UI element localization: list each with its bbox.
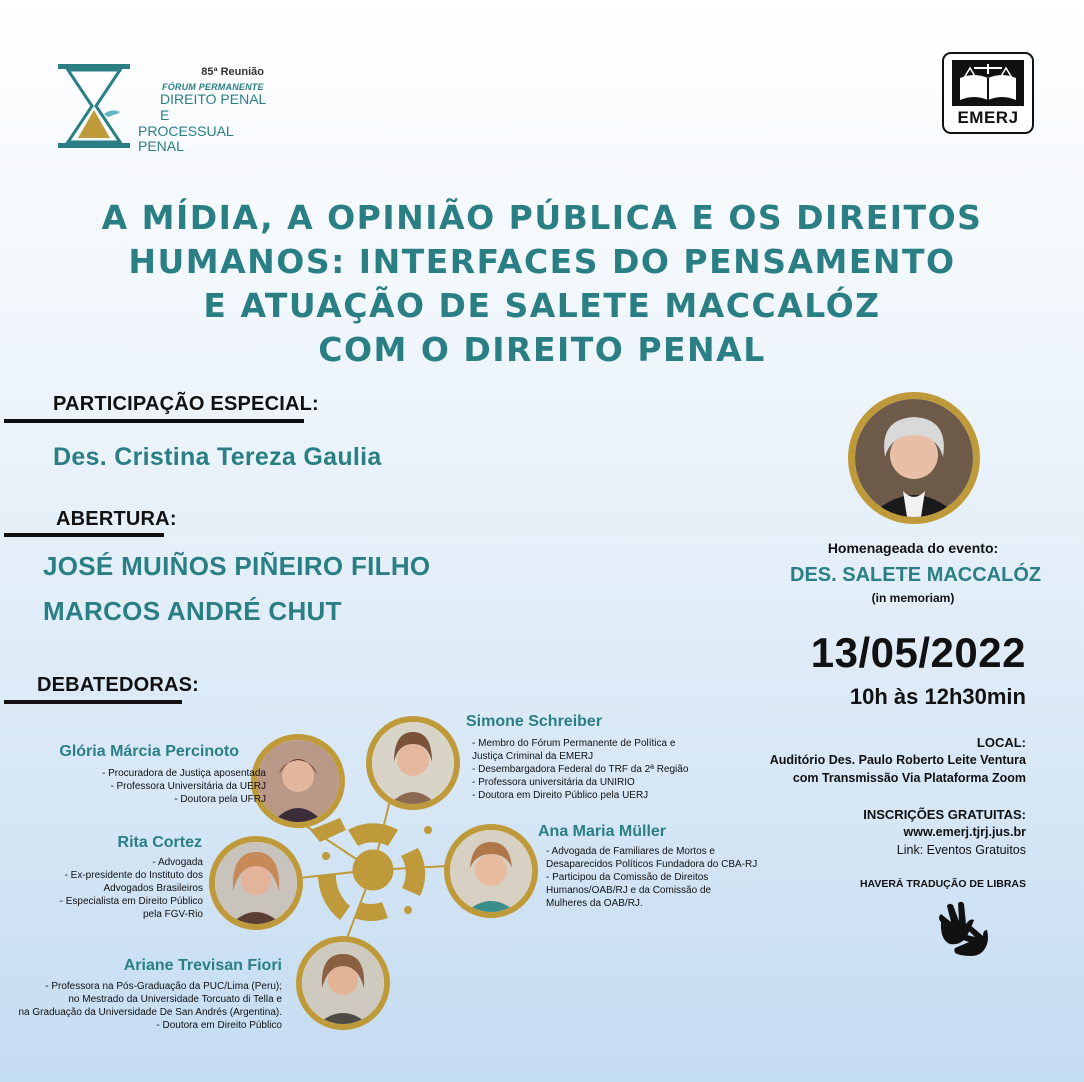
debater-name-simone: Simone Schreiber <box>466 713 603 730</box>
opening-name-1: JOSÉ MUIÑOS PIÑEIRO FILHO <box>43 551 431 581</box>
opening-rule <box>4 533 164 537</box>
special-heading: PARTICIPAÇÃO ESPECIAL: <box>53 393 319 415</box>
eventos-link[interactable]: Link: Eventos Gratuitos <box>896 843 1026 857</box>
title-line-4: COM O DIREITO PENAL <box>318 330 766 369</box>
event-date: 13/05/2022 <box>810 629 1026 676</box>
logo-forum: FÓRUM PERMANENTE <box>162 82 264 93</box>
special-name: Des. Cristina Tereza Gaulia <box>53 443 382 471</box>
avatar-ariane <box>296 936 390 1030</box>
debater-name-ariane: Ariane Trevisan Fiori <box>123 957 282 974</box>
logo-text <box>138 66 278 155</box>
debaters-heading: DEBATEDORAS: <box>37 674 200 696</box>
debater-name-gloria: Glória Márcia Percinoto <box>59 743 239 760</box>
debater-desc-gloria: - Procuradora de Justiça aposentada - Professora Universitária da UERJ - Doutora pela UFRJ <box>102 768 266 805</box>
event-time: 10h às 12h30min <box>849 684 1026 709</box>
title-line-1: A MÍDIA, A OPINIÃO PÚBLICA E OS DIREITOS <box>101 198 983 237</box>
event-title <box>100 196 984 372</box>
title-line-2: HUMANOS: INTERFACES DO PENSAMENTO <box>128 242 956 281</box>
logo-reuniao: 85ª Reunião <box>201 66 264 78</box>
logo-line2: PROCESSUAL PENAL <box>138 122 234 155</box>
title-line-3: E ATUAÇÃO DE SALETE MACCALÓZ <box>203 286 881 325</box>
local-line-2: com Transmissão Via Plataforma Zoom <box>792 771 1026 785</box>
honoree-name: DES. SALETE MACCALÓZ <box>790 564 1042 586</box>
avatar-ana <box>444 824 538 918</box>
debater-name-ana: Ana Maria Müller <box>538 823 667 840</box>
debater-name-rita: Rita Cortez <box>117 834 202 851</box>
logo-line1: DIREITO PENAL E <box>160 91 266 124</box>
emerj-logo <box>942 52 1034 134</box>
avatar-simone <box>366 716 460 810</box>
opening-heading: ABERTURA: <box>56 508 177 530</box>
debaters-rule <box>4 700 182 704</box>
honoree-photo <box>848 392 980 524</box>
honoree-label: Homenageada do evento: <box>827 540 999 556</box>
inscricoes-label: INSCRIÇÕES GRATUITAS: <box>863 807 1026 822</box>
debater-desc-rita: - Advogada - Ex-presidente do Instituto dos Advogados Brasileiros - Especialista em Direito Público pela FGV-Rio <box>59 857 203 920</box>
sign-language-icon <box>935 900 991 958</box>
libras-notice: HAVERÁ TRADUÇÃO DE LIBRAS <box>859 878 1026 890</box>
emerj-label: EMERJ <box>957 108 1019 127</box>
hourglass-logo-icon <box>58 64 130 148</box>
website-link[interactable]: www.emerj.tjrj.jus.br <box>903 825 1026 839</box>
special-rule <box>4 419 304 423</box>
local-line-1: Auditório Des. Paulo Roberto Leite Ventura <box>769 753 1026 767</box>
local-label: LOCAL: <box>976 735 1026 750</box>
honoree-note: (in memoriam) <box>871 591 955 605</box>
avatar-rita <box>209 836 303 930</box>
debater-desc-ana: - Advogada de Familiares de Mortos e Desaparecidos Políticos Fundadora do CBA-RJ - Participou da Comissão de Direitos Humanos/OAB/RJ e da Comissão de Mulheres da OAB/RJ. <box>546 846 758 909</box>
scales-of-justice-icon <box>952 60 1024 110</box>
debater-desc-simone: - Membro do Fórum Permanente de Política e Justiça Criminal da EMERJ - Desembargadora Federal do TRF da 2ª Região - Professora universitária da UNIRIO - Doutora em Direito Público pela UERJ <box>472 738 689 801</box>
opening-name-2: MARCOS ANDRÉ CHUT <box>43 596 342 626</box>
debater-desc-ariane: - Professora na Pós-Graduação da PUC/Lima (Peru); no Mestrado da Universidade Torcuato di Tella e na Graduação da Universidade De San Andrés (Argentina). - Doutora em Direito Público <box>18 981 282 1031</box>
